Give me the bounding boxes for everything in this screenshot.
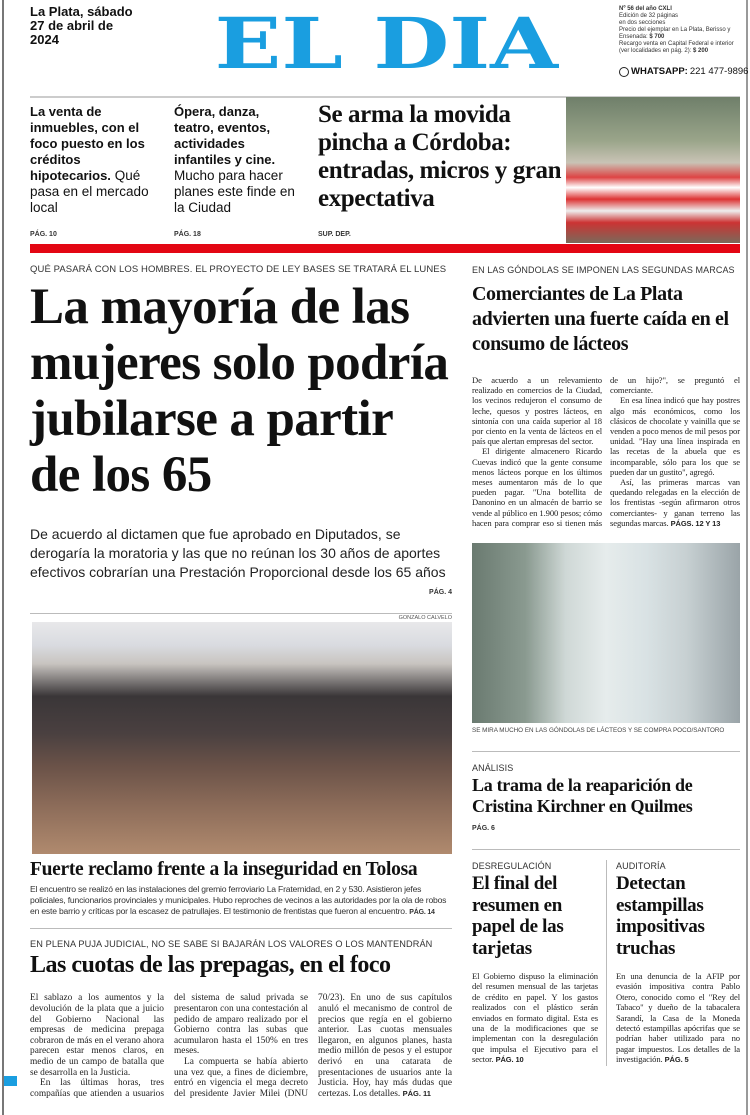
tarjetas-brief <box>472 860 606 1066</box>
tolosa-photo <box>32 622 452 854</box>
right-column <box>472 264 740 1066</box>
page-ref: PÁG. 6 <box>472 825 495 833</box>
main-deck: De acuerdo al dictamen que fue aprobado en Diputados, se derogaría la moratoria y las que no reúnan los 30 años de aportes efectivos cobrarían una Prestación Proporcional desde los 65 años <box>30 526 446 580</box>
analisis-kicker: ANÁLISIS <box>472 763 514 774</box>
divider <box>30 928 452 929</box>
teaser-agenda[interactable]: Ópera, danza, teatro, eventos, actividades infantiles y cine. Mucho para hacer planes este finde en la Ciudad PÁG. 18 <box>174 104 302 238</box>
lacteos-kicker: EN LAS GÓNDOLAS SE IMPONEN LAS SEGUNDAS MARCAS <box>472 265 735 275</box>
fans-photo <box>566 97 740 243</box>
page-ref: PÁG. 4 <box>429 589 452 596</box>
accent-bar <box>30 244 740 253</box>
analisis-headline[interactable]: La trama de la reaparición de Cristina Kirchner en Quilmes <box>472 775 693 817</box>
main-headline[interactable]: La mayoría de las mujeres solo podría jubilarse a partir de los 65 <box>30 279 449 503</box>
tarjetas-headline[interactable]: El final del resumen en papel de las tarjetas <box>472 873 564 959</box>
lacteos-body: De acuerdo a un relevamiento realizado en comercios de la Ciudad, los vecinos redujeron el consumo de leche, quesos y postres lácteos, en sintonía con una caída superior al 18 por ciento en la venta de lácteos en el país que alertan empresas del sector. El dirigente almacenero Ricardo Cuevas indicó que la gente consume menos lácteos porque en los últimos meses aumentaron más de lo que pueden pagar. "Una botellita de Danonino en un almacén de barrio se vende al público en 1.900 pesos; cómo hacen para comprar eso si tienen más de un hijo?", se preguntó el comerciante. En esa línea indicó que hay postres algo más económicos, como los clásicos de chocolate y vainilla que se venden a poco menos de mil pesos por unidad. "Hay una línea inspirada en las recetas de la abuela que es incomparable, sólo para los que se pueden dar un gustito", agregó. Así, las primeras marcas van quedando relegadas en la elección de los frentistas -según afirmaron otros comerciantes- y ganan terreno las segundas marcas. PÁGS. 12 Y 13 <box>472 375 740 528</box>
divider <box>472 751 740 752</box>
edition-date: La Plata, sábado 27 de abril de 2024 <box>30 4 133 47</box>
bottom-briefs <box>472 860 740 1066</box>
estampillas-headline[interactable]: Detectan estampillas impositivas truchas <box>616 873 705 959</box>
teaser-estudiantes-headline: Se arma la movida pincha a Córdoba: entradas, micros y gran expectativa <box>318 101 562 212</box>
logo: EL DIA <box>214 2 558 85</box>
tarjetas-kicker: DESREGULACIÓN <box>472 861 552 872</box>
tarjetas-text: El Gobierno dispuso la eliminación del resumen mensual de las tarjetas de crédito en papel. Y los gastos realizados con el plástico serán enviados en formato digital. Esta es una de la modificaciones que se implementan con la desregulación que impulsa el Ejecutivo para el sector. PÁG. 10 <box>472 971 598 1065</box>
tolosa-headline[interactable]: Fuerte reclamo frente a la inseguridad en Tolosa <box>30 859 418 880</box>
prepagas-headline[interactable]: Las cuotas de las prepagas, en el foco <box>30 952 391 979</box>
page-ref: SUP. DEP. <box>318 231 351 238</box>
main-kicker: QUÉ PASARÁ CON LOS HOMBRES. EL PROYECTO DE LEY BASES SE TRATARÁ EL LUNES <box>30 264 447 275</box>
whatsapp[interactable]: WHATSAPP: 221 477-9896 <box>619 66 748 77</box>
estampillas-brief <box>606 860 740 1066</box>
estampillas-text: En una denuncia de la AFIP por evasión impositiva contra Pablo Otero, conocido como el "Rey del Tabaco" y dueño de la tabacalera Sarandí, la Casa de la Moneda detectó estampillas apócrifas que se podrían haber utilizado para no pagar impuestos. Los detalles de la investigación. PÁG. 5 <box>616 971 740 1065</box>
prepagas-body: El sablazo a los aumentos y la devolución de la plata que a juicio del Gobierno Nacional las empresas de medicina prepaga cobraron de más en el verano ahora parecen estar menos claros, en medio de un campo de batalla que se desarrolla en la Justicia. En las últimas horas, tres compañías que atienden a usuarios del sistema de salud privada se presentaron con una contestación al pedido de amparo realizado por el Gobierno contra las subas que acumularon hasta el 150% en tres meses. La compuerta se había abierto una vez que, a fines de diciembre, entró en vigencia el mega decreto del presidente Javier Milei (DNU 70/23). En uno de sus capítulos anuló el mecanismo de control de precios que regía en el gobierno anterior. Las cuotas mensuales llegaron, en algunos planes, hasta medio millón de pesos y el estupor derivó en una catarata de presentaciones de usuarios ante la Justicia. Hoy, hay más dudas que certezas. Los detalles. PÁG. 11 <box>30 993 452 1099</box>
teaser-estudiantes[interactable] <box>318 101 563 238</box>
estampillas-kicker: AUDITORÍA <box>616 861 666 872</box>
section-marker <box>4 1076 17 1086</box>
left-column <box>30 264 452 1099</box>
tolosa-text: El encuentro se realizó en las instalaciones del gremio ferroviario La Fraternidad, en 2 y 530. Asistieron jefes policiales, funcionarios provinciales y municipales. Hubo reproches de vecinos a las autoridades por la ola de robos en este barrio y críticas por la escasez de patrullajes. El testimonio de frentistas que fueron al encuentro. PÁG. 14 <box>30 884 447 916</box>
teaser-inmuebles[interactable]: La venta de inmuebles, con el foco puesto en los créditos hipotecarios. Qué pasa en el mercado local PÁG. 10 <box>30 104 152 238</box>
divider <box>472 849 740 850</box>
edition-info: Nº 56 del año CXLI Edición de 32 páginas en dos secciones Precio del ejemplar en La Plata, Berisso y Ensenada: $ 700 Recargo venta en Capital Federal e interior (ver localidades en pág. 2): $ 200 <box>619 6 734 54</box>
page-ref: PÁG. 18 <box>174 231 201 238</box>
supermarket-photo <box>472 543 740 723</box>
photo-caption: SE MIRA MUCHO EN LAS GÓNDOLAS DE LÁCTEOS Y SE COMPRA POCO/SANTORO <box>472 727 725 735</box>
prepagas-kicker: EN PLENA PUJA JUDICIAL, NO SE SABE SI BAJARÁN LOS VALORES O LOS MANTENDRÁN <box>30 939 433 950</box>
whatsapp-icon <box>619 67 629 77</box>
photo-credit: GONZALO CALVELO <box>398 615 452 621</box>
lacteos-headline[interactable]: Comerciantes de La Plata advierten una fuerte caída en el consumo de lácteos <box>472 283 729 355</box>
page-ref: PÁG. 10 <box>30 231 57 238</box>
